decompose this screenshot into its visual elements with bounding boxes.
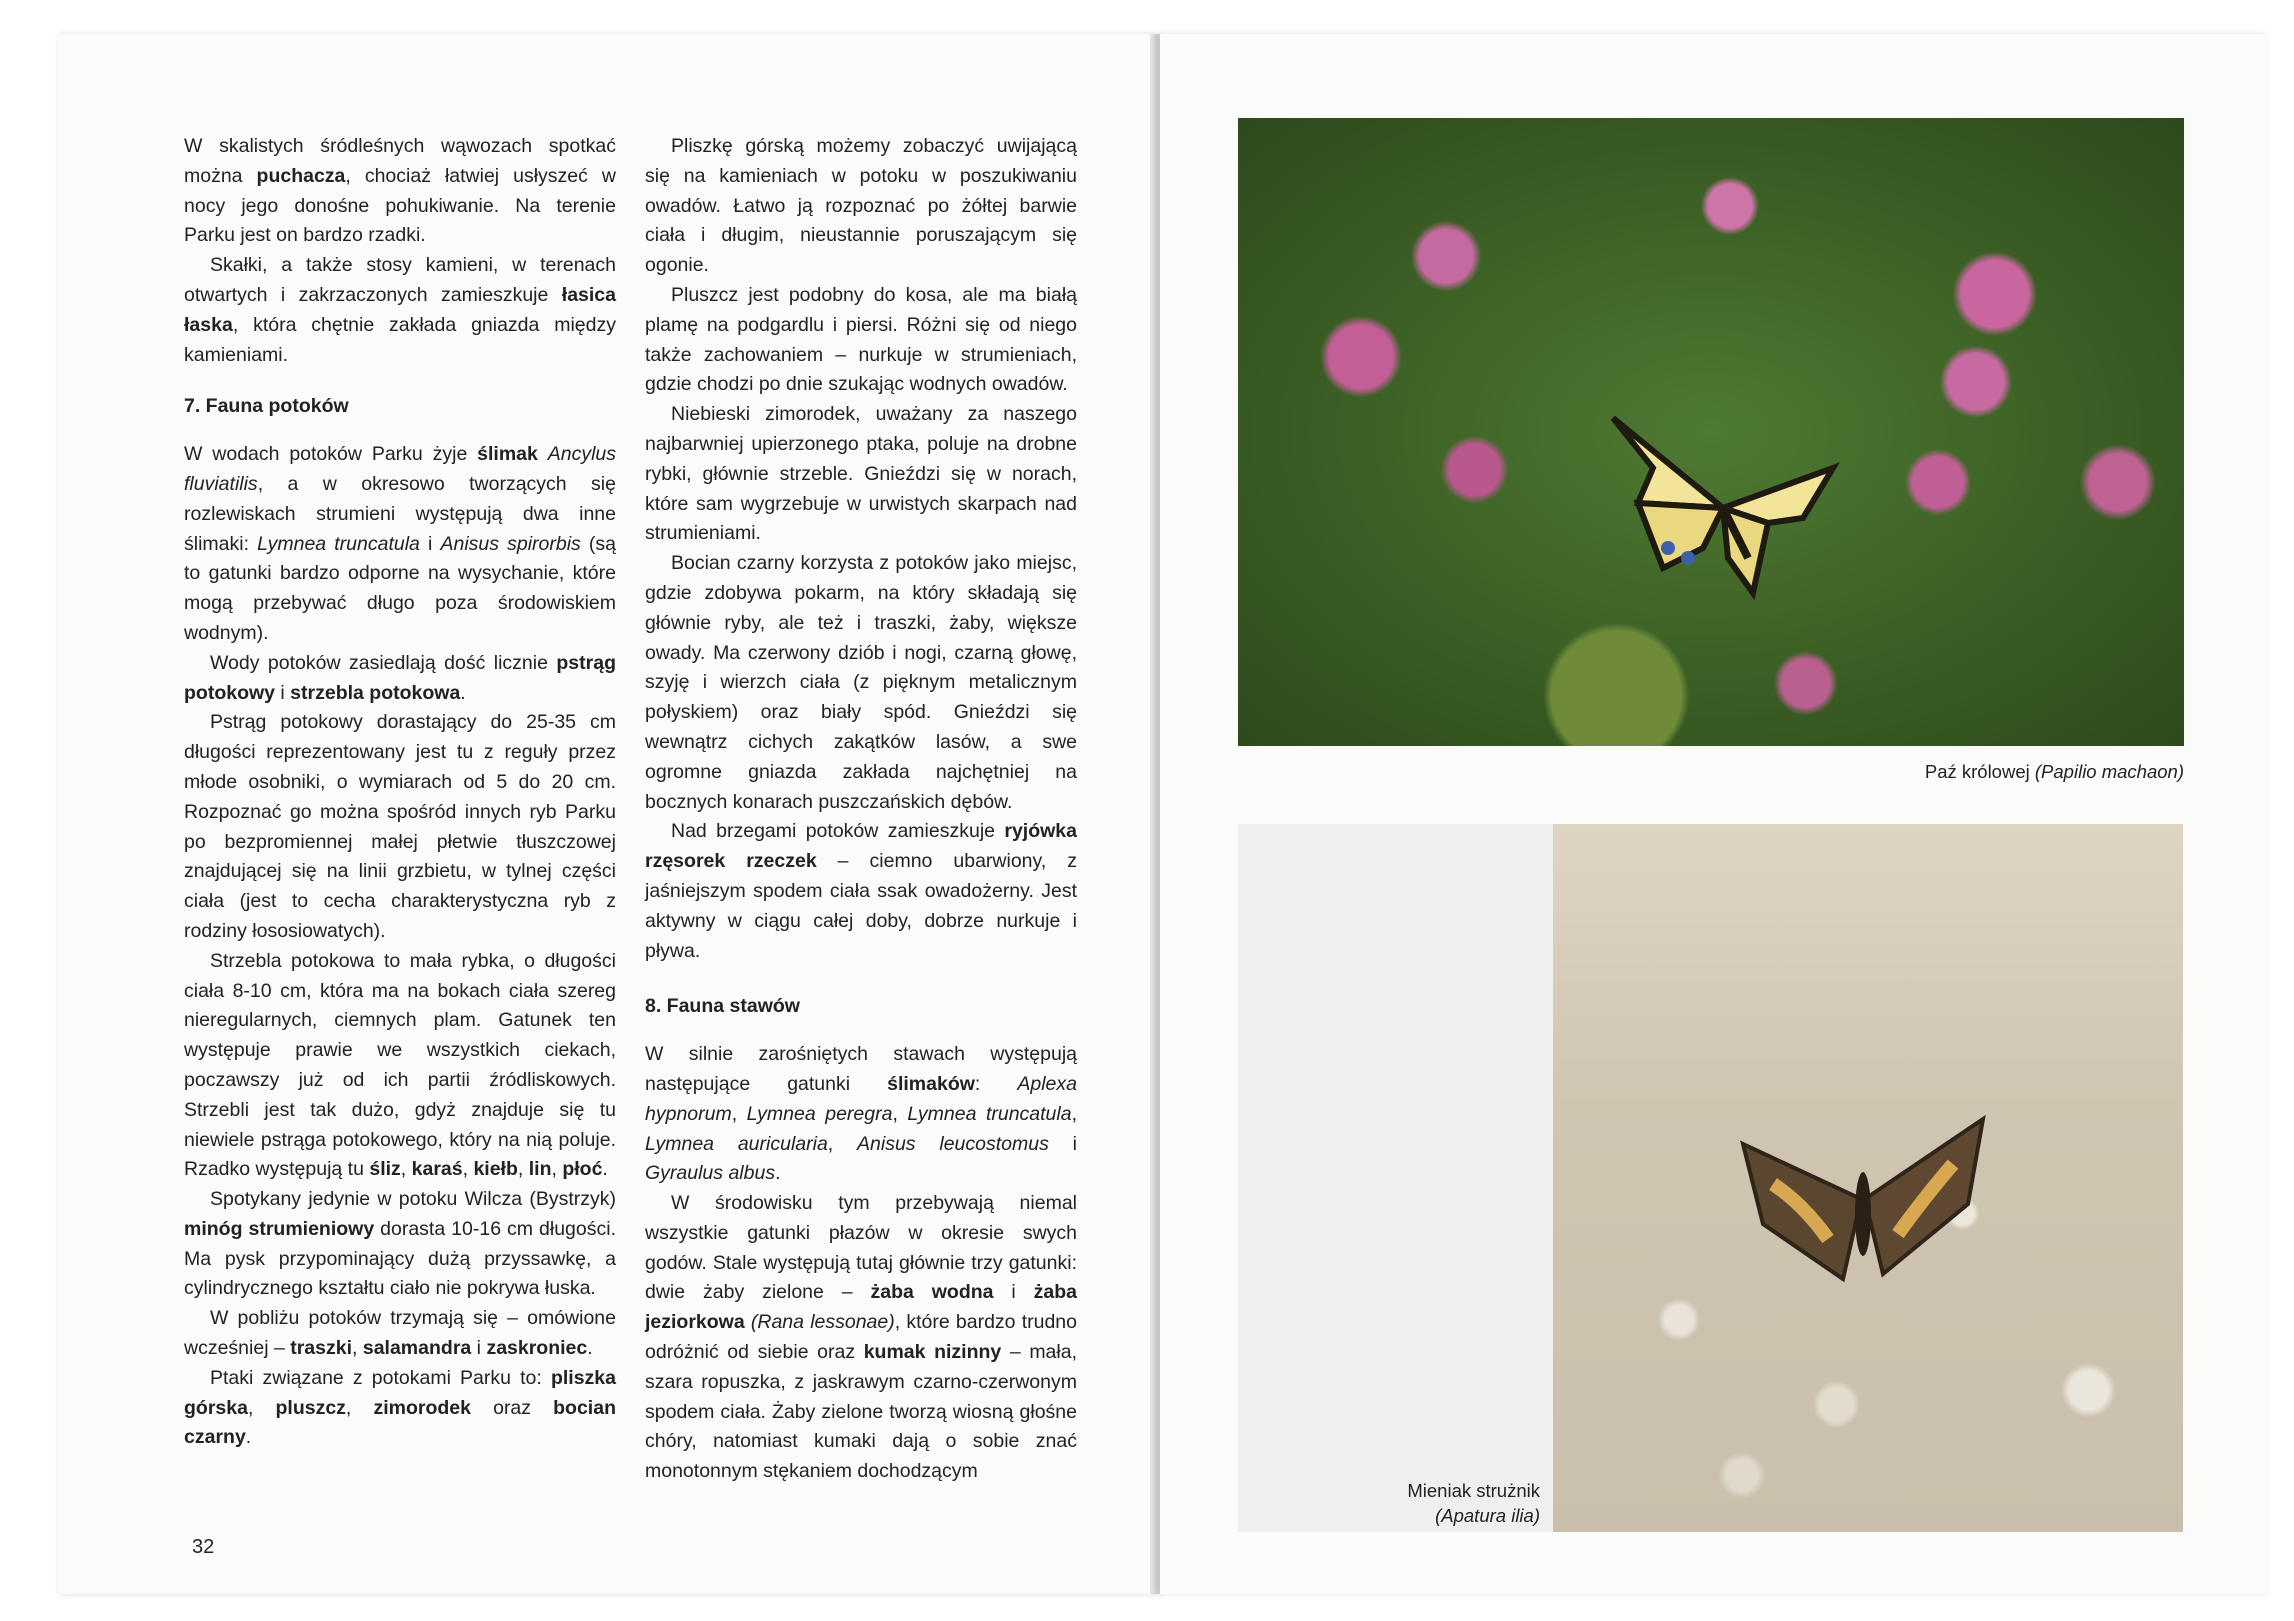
section-heading: 8. Fauna stawów <box>645 995 800 1018</box>
caption-common-name: Mieniak strużnik <box>1407 1480 1540 1501</box>
paragraph: Skałki, a także stosy kamieni, w terenach otwartych i zakrzaczonych zamieszkuje łasica łaska, która chętnie zakłada gniazda między kamieniami. <box>184 254 616 366</box>
paragraph: Niebieski zimorodek, uważany za naszego najbarwniej upierzonego ptaka, poluje na drobne rybki, głównie strzeble. Gnieździ się w norach, które sam wygrzebuje w urwistych skarpach nad strumieniami. <box>645 403 1077 545</box>
paragraph: Strzebla potokowa to mała rybka, o długości ciała 8-10 cm, która ma na bokach ciała szereg nieregularnych, ciemnych plam. Gatunek ten występuje prawie we wszystkich ciekach, poczawszy już od ich partii źródliskowych. Strzebli jest tak dużo, gdyż znajduje się tu niewiele pstrąga potokowego, który na nią poluje. Rzadko występują tu śliz, karaś, kiełb, lin, płoć. <box>184 949 616 1181</box>
paragraph: Wody potoków zasiedlają dość licznie pstrąg potokowy i strzebla potokowa. <box>184 651 616 704</box>
paragraph: W skalistych śródleśnych wąwozach spotkać można puchacza, chociaż łatwiej usłyszeć w nocy jego donośne pohukiwanie. Na terenie Parku jest on bardzo rzadki. <box>184 135 616 247</box>
paragraph: Pliszkę górską możemy zobaczyć uwijającą się na kamieniach w potoku w poszukiwaniu owadów. Łatwo ją rozpoznać po żółtej barwie ciała i długim, nieustannie poruszającym się ogonie. <box>645 135 1077 277</box>
paragraph: Ptaki związane z potokami Parku to: pliszka górska, pluszcz, zimorodek oraz bocian czarny. <box>184 1366 616 1449</box>
paragraph: Bocian czarny korzysta z potoków jako miejsc, gdzie zdobywa pokarm, na który składają się głównie ryby, ale też i traszki, żaby, większe owady. Ma czerwony dziób i nogi, czarną głowę, szyję i wierzch ciała (z pięknym metalicznym połyskiem) oraz biały spód. Gnieździ się wewnątrz cichych zakątków lasów, a swe ogromne gniazda zakłada najchętniej na bocznych konarach puszczańskich dębów. <box>645 552 1077 813</box>
purple-emperor-butterfly-illustration <box>1733 1104 1993 1294</box>
swallowtail-butterfly-illustration <box>1593 408 1853 608</box>
paragraph: W wodach potoków Parku żyje ślimak Ancylus fluviatilis, a w okresowo tworzących się rozlewiskach strumieni występują dwa inne ślimaki: Lymnea truncatula i Anisus spirorbis (są to gatunki bardzo odporne na wysychanie, które mogą przebywać długo poza środowiskiem wodnym). <box>184 443 617 644</box>
paragraph: W pobliżu potoków trzymają się – omówione wcześniej – traszki, salamandra i zaskroniec. <box>184 1307 616 1360</box>
paragraph: W środowisku tym przebywają niemal wszystkie gatunki płazów w okresie swych godów. Stale występują tutaj głównie trzy gatunki: dwie żaby zielone – żaba wodna i żaba jeziorkowa (Rana lessonae), które bardzo trudno odróżnić od siebie oraz kumak nizinny – mała, szara ropuszka, z jaskrawym czarno-czerwonym spodem ciała. Żaby zielone tworzą wiosną głośne chóry, natomiast kumaki dają o sobie znać monotonnym stękaniem dochodzącym <box>645 1192 1078 1483</box>
caption-latin-name: (Papilio machaon) <box>2034 761 2184 782</box>
paragraph: Pluszcz jest podobny do kosa, ale ma białą plamę na podgardlu i piersi. Różni się od niego także zachowaniem – nurkuje w strumieniach, gdzie chodzi po dnie szukając wodnych owadów. <box>645 283 1077 396</box>
text-column-2 <box>645 132 1077 1487</box>
page-number: 32 <box>192 1536 215 1558</box>
swallowtail-butterfly-photo <box>1238 118 2184 746</box>
paragraph: Nad brzegami potoków zamieszkuje ryjówka rzęsorek rzeczek – ciemno ubarwiony, z jaśniejszym spodem ciała ssak owadożerny. Jest aktywny w ciągu całej doby, dobrze nurkuje i pływa. <box>645 820 1077 962</box>
paragraph: Pstrąg potokowy dorastający do 25-35 cm długości reprezentowany jest tu z reguły przez młode osobniki, o wymiarach od 5 do 20 cm. Rozpoznać go można spośród innych ryb Parku po bezpromiennej małej płetwie tłuszczowej znajdującej się na linii grzbietu, w tylnej części ciała (jest to cecha charakterystyczna ryb z rodziny łososiowatych). <box>184 711 616 942</box>
caption-common-name: Paź królowej <box>1924 761 2030 782</box>
caption-latin-name: (Apatura ilia) <box>1435 1505 1540 1526</box>
paragraph: W silnie zarośniętych stawach występują następujące gatunki ślimaków: Aplexa hypnorum, Lymnea peregra, Lymnea truncatula, Lymnea auricularia, Anisus leucostomus i Gyraulus albus. <box>645 1043 1077 1185</box>
photo-caption <box>1925 761 2184 783</box>
text-column-1 <box>184 132 616 1453</box>
paragraph: Spotykany jedynie w potoku Wilcza (Bystrzyk) minóg strumieniowy dorasta 10-16 cm długości. Ma pysk przypominający dużą przyssawkę, a cylindrycznego kształtu ciało nie pokrywa łuska. <box>184 1188 616 1300</box>
section-heading: 7. Fauna potoków <box>184 395 349 418</box>
photo-caption <box>1390 1478 1540 1528</box>
photo-light-margin <box>1238 824 1553 1532</box>
purple-emperor-butterfly-photo <box>1553 824 2183 1532</box>
